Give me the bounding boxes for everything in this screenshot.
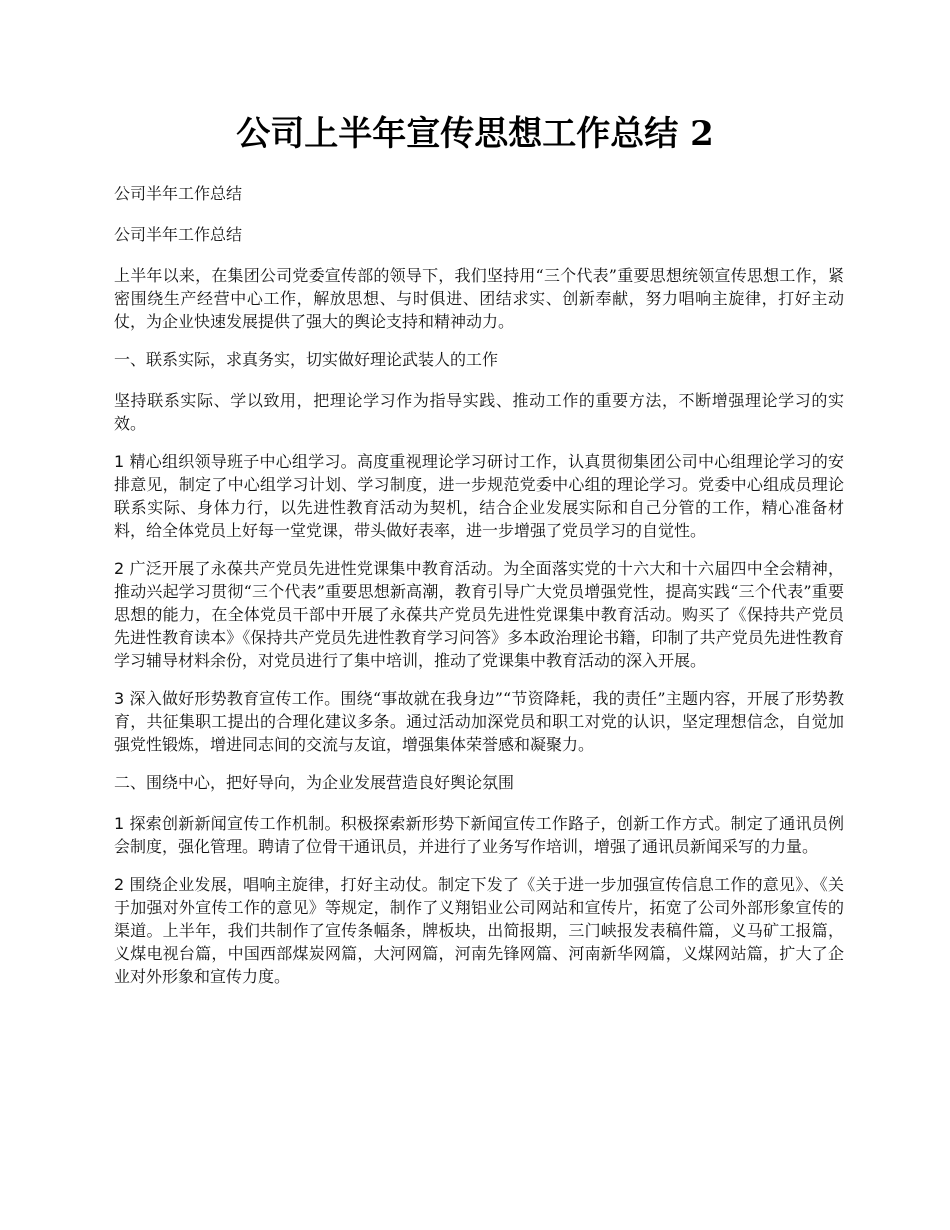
paragraph-text: 探索创新新闻宣传工作机制。积极探索新形势下新闻宣传工作路子，创新工作方式。制定了通讯员例会制度，强化管理。聘请了位骨干通讯员，并进行了业务写作培训，增强了通讯员新闻采写的力量。	[114, 814, 844, 856]
paragraph-text: 公司半年工作总结	[114, 225, 243, 244]
numbered-paragraph	[114, 450, 844, 542]
item-number: 2	[114, 559, 125, 578]
paragraph	[114, 182, 844, 205]
paragraph-text: 围绕企业发展，唱响主旋律，打好主动仗。制定下发了《关于进一步加强宣传信息工作的意见》、《关于加强对外宣传工作的意见》等规定，制作了义翔铝业公司网站和宣传片，拓宽了公司外部形象宣传的渠道。上半年，我们共制作了宣传条幅条，牌板块，出简报期，三门峡报发表稿件篇，义马矿工报篇，义煤电视台篇，中国西部煤炭网篇，大河网篇，河南先锋网篇、河南新华网篇，义煤网站篇，扩大了企业对外形象和宣传力度。	[114, 875, 844, 986]
item-number: 2	[114, 875, 125, 894]
paragraph-text: 坚持联系实际、学以致用，把理论学习作为指导实践、推动工作的重要方法，不断增强理论学习的实效。	[114, 391, 844, 433]
numbered-paragraph	[114, 812, 844, 858]
paragraph-text: 精心组织领导班子中心组学习。高度重视理论学习研讨工作，认真贯彻集团公司中心组理论学习的安排意见，制定了中心组学习计划、学习制度，进一步规范党委中心组的理论学习。党委中心组成员理论联系实际、身体力行，以先进性教育活动为契机，结合企业发展实际和自己分管的工作，精心准备材料，给全体党员上好每一堂党课，带头做好表率，进一步增强了党员学习的自觉性。	[114, 452, 844, 540]
section-heading-text: 二、围绕中心，把好导向，为企业发展营造良好舆论氛围	[114, 773, 515, 792]
item-number: 1	[114, 814, 125, 833]
numbered-paragraph	[114, 557, 844, 672]
paragraph-text: 公司半年工作总结	[114, 184, 243, 203]
paragraph-text: 上半年以来，在集团公司党委宣传部的领导下，我们坚持用“三个代表”重要思想统领宣传思想工作，紧密围绕生产经营中心工作，解放思想、与时俱进、团结求实、创新奉献，努力唱响主旋律，打好主动仗，为企业快速发展提供了强大的舆论支持和精神动力。	[114, 266, 844, 331]
paragraph-text: 广泛开展了永葆共产党员先进性党课集中教育活动。为全面落实党的十六大和十六届四中全会精神，推动兴起学习贯彻“三个代表”重要思想新高潮，教育引导广大党员增强党性，提高实践“三个代表”重要思想的能力，在全体党员干部中开展了永葆共产党员先进性党课集中教育活动。购买了《保持共产党员先进性教育读本》《保持共产党员先进性教育学习问答》多本政治理论书籍，印制了共产党员先进性教育学习辅导材料余份，对党员进行了集中培训，推动了党课集中教育活动的深入开展。	[114, 559, 844, 670]
numbered-paragraph	[114, 873, 844, 988]
paragraph	[114, 264, 844, 333]
item-number: 1	[114, 452, 125, 471]
paragraph-text: 深入做好形势教育宣传工作。围绕“事故就在我身边”“节资降耗，我的责任”主题内容，开展了形势教育，共征集职工提出的合理化建议多条。通过活动加深党员和职工对党的认识，坚定理想信念，自觉加强党性锻炼，增进同志间的交流与友谊，增强集体荣誉感和凝聚力。	[114, 689, 844, 754]
section-heading	[114, 771, 844, 794]
paragraph	[114, 389, 844, 435]
paragraph	[114, 223, 844, 246]
section-heading	[114, 348, 844, 371]
item-number: 3	[114, 689, 125, 708]
document-body	[114, 182, 844, 1003]
document-title: 公司上半年宣传思想工作总结 2	[236, 114, 714, 154]
section-heading-text: 一、联系实际，求真务实，切实做好理论武装人的工作	[114, 350, 499, 369]
numbered-paragraph	[114, 687, 844, 756]
